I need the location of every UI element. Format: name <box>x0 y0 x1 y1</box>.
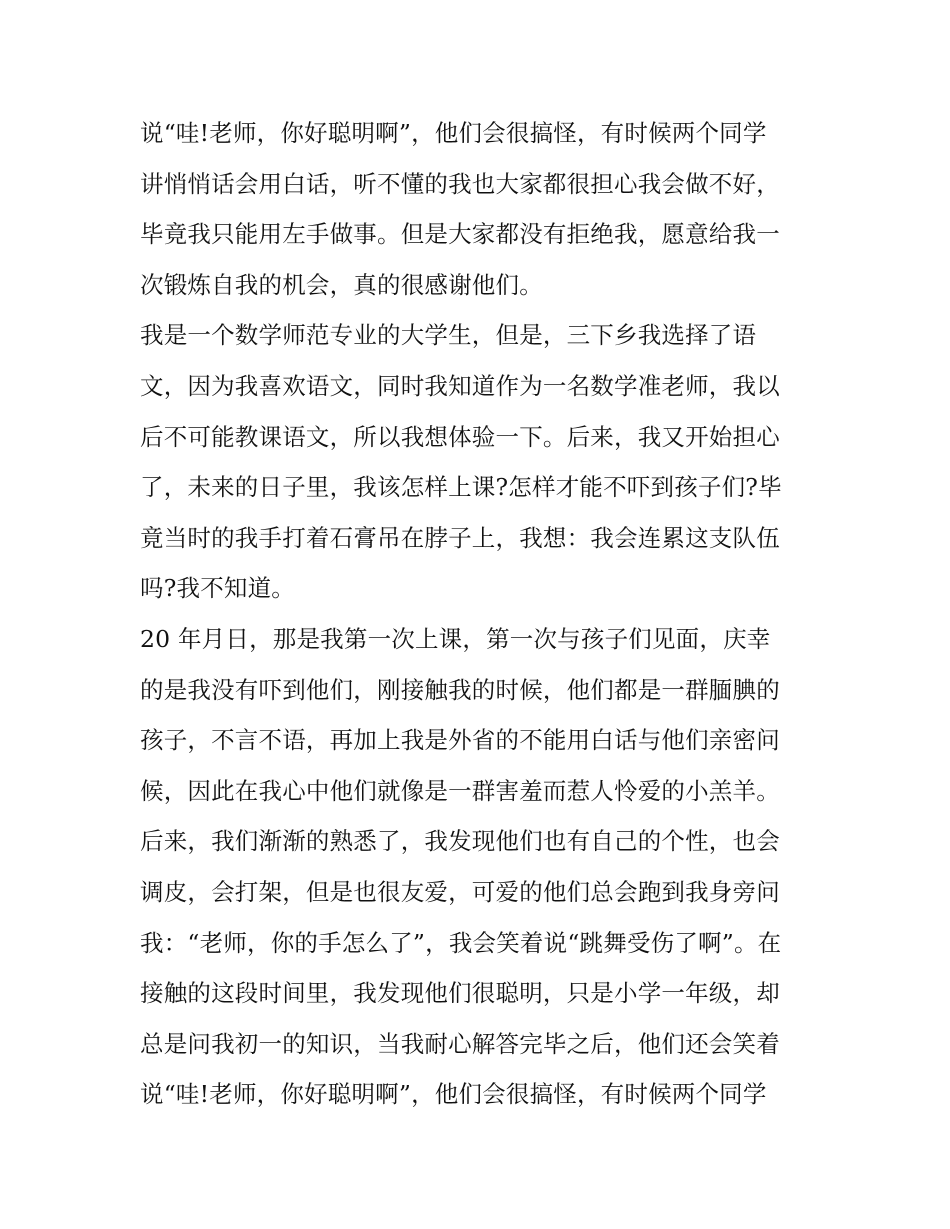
text-line: 总是问我初一的知识，当我耐心解答完毕之后，他们还会笑着 <box>140 1029 780 1058</box>
text-line: 孩子，不言不语，再加上我是外省的不能用白话与他们亲密问 <box>140 726 780 755</box>
text-line: 接触的这段时间里，我发现他们很聪明，只是小学一年级，却 <box>140 979 780 1008</box>
text-line: 竟当时的我手打着石膏吊在脖子上，我想：我会连累这支队伍 <box>140 523 780 552</box>
text-line: 次锻炼自我的机会，真的很感谢他们。 <box>140 270 543 299</box>
text-line: 毕竟我只能用左手做事。但是大家都没有拒绝我，愿意给我一 <box>140 220 780 249</box>
body-text <box>140 108 820 1120</box>
text-line: 我：“老师，你的手怎么了”，我会笑着说“跳舞受伤了啊”。在 <box>140 928 782 957</box>
text-line: 20 年月日，那是我第一次上课，第一次与孩子们见面，庆幸 <box>140 624 771 653</box>
text-line: 文，因为我喜欢语文，同时我知道作为一名数学准老师，我以 <box>140 371 780 400</box>
text-line: 后来，我们渐渐的熟悉了，我发现他们也有自己的个性，也会 <box>140 827 780 856</box>
text-line: 的是我没有吓到他们，刚接触我的时候，他们都是一群腼腆的 <box>140 675 780 704</box>
text-line: 吗?我不知道。 <box>140 574 295 603</box>
text-line: 后不可能教课语文，所以我想体验一下。后来，我又开始担心 <box>140 422 780 451</box>
text-line: 调皮，会打架，但是也很友爱，可爱的他们总会跑到我身旁问 <box>140 877 780 906</box>
text-line: 说“哇!老师，你好聪明啊”，他们会很搞怪，有时候两个同学 <box>140 119 767 147</box>
text-line: 说“哇!老师，你好聪明啊”，他们会很搞怪，有时候两个同学 <box>140 1080 767 1109</box>
text-line: 候，因此在我心中他们就像是一群害羞而惹人怜爱的小羔羊。 <box>140 776 780 805</box>
text-line: 了，未来的日子里，我该怎样上课?怎样才能不吓到孩子们?毕 <box>140 473 782 502</box>
text-line: 讲悄悄话会用白话，听不懂的我也大家都很担心我会做不好， <box>140 169 780 198</box>
text-line: 我是一个数学师范专业的大学生，但是，三下乡我选择了语 <box>140 321 757 350</box>
